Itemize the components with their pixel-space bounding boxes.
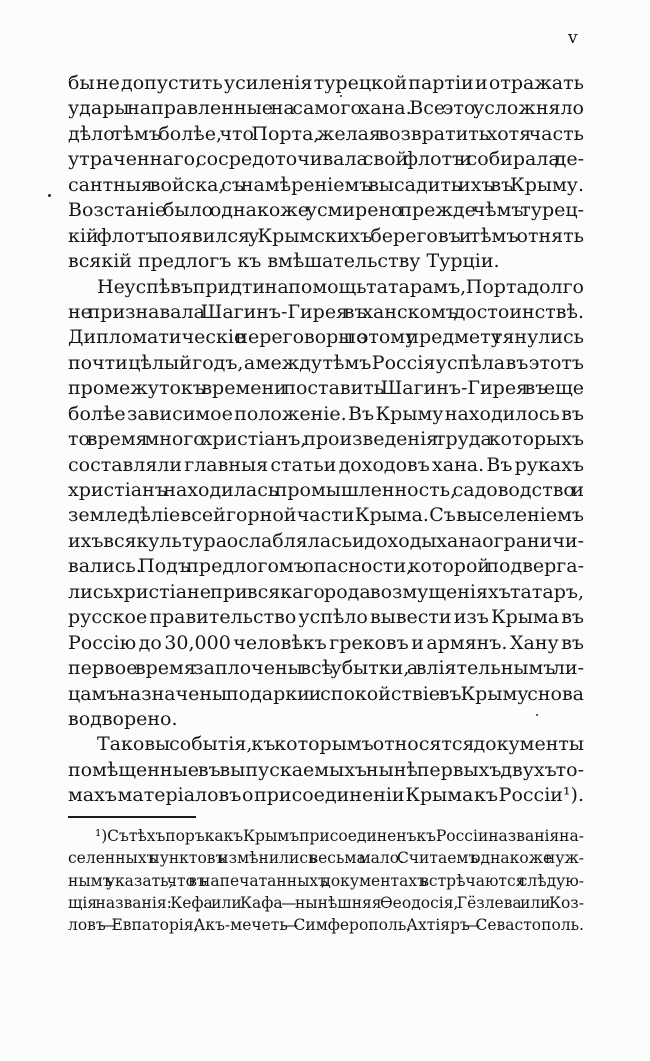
text-line: всякій предлогъ къ вмѣшательству Турціи. <box>68 250 500 273</box>
text-line: не признавала Шагинъ-Гирея въ ханскомъ достоинствѣ. <box>68 300 584 323</box>
scan-speck <box>340 95 342 97</box>
text-line: нымъ указать, что въ напечатанныхъ документахъ встрѣчаются слѣдую- <box>68 871 584 890</box>
text-line: удары направленные на самого хана. Все это усложняло <box>68 97 584 120</box>
text-line: христіанъ находилась промышленность, садоводство и <box>68 479 584 501</box>
text-line: дѣло тѣмъ болѣе, что Порта, желая возвратить хотя часть <box>68 122 584 145</box>
text-line: кій флотъ появился у Крымскихъ береговъ и тѣмъ отнять <box>68 224 584 247</box>
text-line: русское правительство успѣло вывести изъ Крыма въ <box>68 606 584 629</box>
page-number: v <box>568 28 579 48</box>
main-text <box>68 71 584 809</box>
scan-speck <box>536 714 538 716</box>
text-line: лись христіане при всякаго рода возмущеніяхъ татаръ, <box>68 580 584 603</box>
text-line: сантныя войска, съ намѣреніемъ высадить ихъ въ Крыму. <box>68 173 584 196</box>
text-line: земледѣліе всей горной части Крыма. Съ выселеніемъ <box>68 504 584 527</box>
text-line: ловъ — Евпаторія, Акъ-мечеть — Симферополь, Ахтіяръ — Севастополь. <box>68 916 584 935</box>
scan-speck <box>48 194 51 197</box>
text-line: ихъ вся культура ослаблялась и доходы хана ограничи- <box>68 529 584 552</box>
text-line: цамъ назначены подарки и спокойствіе въ Крыму снова <box>68 682 584 705</box>
text-line: утраченнаго, сосредоточивала свой флотъ и собирала де- <box>68 148 584 171</box>
text-line: водворено. <box>68 707 178 730</box>
footnote-text <box>68 825 584 936</box>
text-line: Таковы событія, къ которымъ относятся документы <box>97 733 584 756</box>
text-line: селенныхъ пунктовъ измѣнились весьма мало. Считаемъ однакоже нуж- <box>68 849 584 868</box>
text-line: Возстаніе было однакоже усмирено прежде чѣмъ турец- <box>68 199 584 222</box>
text-line: Россію до 30,000 человѣкъ грековъ и армянъ. Хану въ <box>68 631 584 654</box>
footnote-separator <box>68 816 196 818</box>
text-line: первое время заплочены всѣ убытки, а вліятельнымъ ли- <box>68 657 584 680</box>
text-line: ¹) Съ тѣхъ поръ какъ Крымъ присоединенъ къ Россіи названія на- <box>95 827 584 845</box>
text-line: промежутокъ времени поставить Шагинъ-Гирея въ еще <box>68 377 584 400</box>
text-line: болѣе зависимое положеніе. Въ Крыму находилось въ <box>68 402 584 425</box>
text-line: Не успѣвъ придти на помощь татарамъ, Порта долго <box>97 275 584 298</box>
text-line: вались. Подъ предлогомъ опасности, которой подверга- <box>68 555 584 578</box>
text-line: Дипломатическіе переговоры по этому предмету тянулись <box>68 326 584 349</box>
text-line: то время много христіанъ, произведенія труда которыхъ <box>68 428 584 451</box>
text-line: махъ матеріаловъ о присоединеніи Крыма къ Россіи¹). <box>68 784 584 807</box>
text-line: щія названія: Кефа или Кафа — нынѣшняя Ѳеодосія, Гёзлева или Коз- <box>68 893 584 912</box>
text-line: составляли главныя статьи доходовъ хана. Въ рукахъ <box>68 453 584 476</box>
text-line: помѣщенные въ выпускаемыхъ нынѣ первыхъ двухъ то- <box>68 758 584 781</box>
text-line: почти цѣлый годъ, а между тѣмъ Россія успѣла въ этотъ <box>68 351 584 374</box>
text-line: бы не допустить усиленія турецкой партіи и отражать <box>68 72 584 94</box>
